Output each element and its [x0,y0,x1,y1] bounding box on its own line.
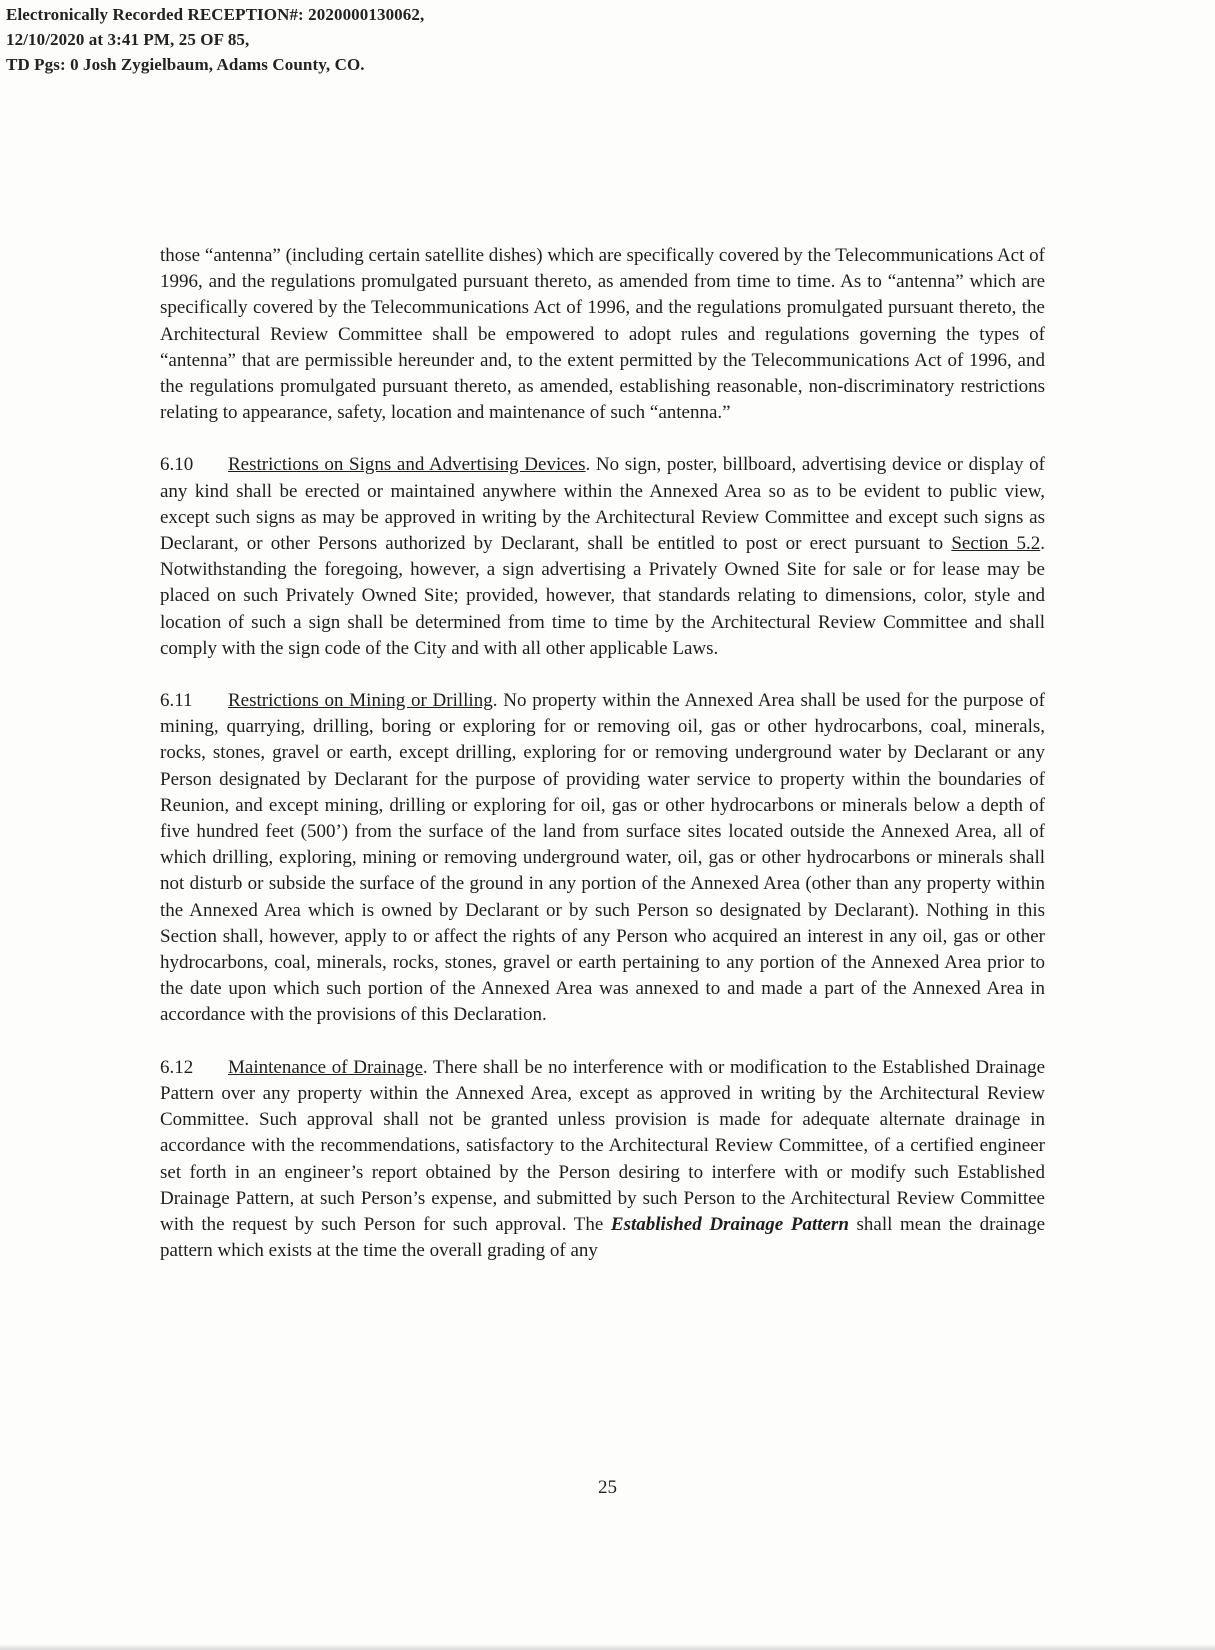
section-6-12 [160,1055,1045,1265]
section-6-10 [160,452,1045,662]
stamp-line-reception: Electronically Recorded RECEPTION#: 2020000130062, [6,5,425,24]
stamp-line-county: TD Pgs: 0 Josh Zygielbaum, Adams County, CO. [6,55,365,74]
stamp-line-date: 12/10/2020 at 3:41 PM, 25 OF 85, [6,30,250,49]
section-heading: Restrictions on Signs and Advertising Devices [228,454,586,476]
section-reference: Section 5.2 [951,533,1041,555]
section-6-11 [160,688,1045,1029]
section-number: 6.12 [160,1056,194,1078]
scan-bottom-edge [0,1644,1215,1650]
defined-term: Established Drainage Pattern [610,1213,849,1235]
section-text: . No property within the Annexed Area shall be used for the purpose of mining, quarrying, drilling, boring or exploring for or removing oil, gas or other hydrocarbons, coal, minerals, rocks, stones, gravel or earth, except drilling, exploring for or removing underground water by Declarant or any Person designated by Declarant for the purpose of providing water service to property within the boundaries of Reunion, and except mining, drilling or exploring for oil, gas or other hydrocarbons or minerals below a depth of five hundred feet (500’) from the surface of the land from surface sites located outside the Annexed Area, all of which drilling, exploring, mining or removing underground water, oil, gas or other hydrocarbons or minerals shall not disturb or subside the surface of the ground in any portion of the Annexed Area (other than any property within the Annexed Area which is owned by Declarant or by such Person so designated by Declarant). Nothing in this Section shall, however, apply to or affect the rights of any Person who acquired an interest in any oil, gas or other hydrocarbons, coal, minerals, rocks, stones, gravel or earth pertaining to any portion of the Annexed Area prior to the date upon which such portion of the Annexed Area was annexed to and made a part of the Annexed Area in accordance with the provisions of this Declaration. [160,690,1045,1026]
section-text-continued: . Notwithstanding the foregoing, however, a sign advertising a Privately Owned Site for sale or for lease may be placed on such Privately Owned Site; provided, however, that standards relating to dimensions, color, style and location of such a sign shall be determined from time to time by the Architectural Review Committee and shall comply with the sign code of the City and with all other applicable Laws. [160,533,1045,659]
section-number: 6.10 [160,454,194,476]
section-number: 6.11 [160,690,193,712]
paragraph-text: those “antenna” (including certain satellite dishes) which are specifically covered by the Telecommunications Act of 1996, and the regulations promulgated pursuant thereto, as amended from time to time. As to “antenna” which are specifically covered by the Telecommunications Act of 1996, and the regulations promulgated pursuant thereto, the Architectural Review Committee shall be empowered to adopt rules and regulations governing the types of “antenna” that are permissible hereunder and, to the extent permitted by the Telecommunications Act of 1996, and the regulations promulgated pursuant thereto, as amended, establishing reasonable, non-discriminatory restrictions relating to appearance, safety, location and maintenance of such “antenna.” [160,245,1045,424]
page-number: 25 [598,1477,617,1498]
document-body [160,243,1045,1264]
section-text: . There shall be no interference with or modification to the Established Drainage Pattern over any property within the Annexed Area, except as approved in writing by the Architectural Review Committee. Such approval shall not be granted unless provision is made for adequate alternate drainage in accordance with the recommendations, satisfactory to the Architectural Review Committee, of a certified engineer set forth in an engineer’s report obtained by the Person desiring to interfere with or modify such Established Drainage Pattern, at such Person’s expense, and submitted by such Person to the Architectural Review Committee with the request by such Person for such approval. The [160,1056,1045,1235]
recording-stamp [6,2,424,77]
section-text: . No sign, poster, billboard, advertising device or display of any kind shall be erected or maintained anywhere within the Annexed Area so as to be evident to public view, except such signs as may be approved in writing by the Architectural Review Committee and except such signs as Declarant, or other Persons authorized by Declarant, shall be entitled to post or erect pursuant to [160,454,1045,555]
section-heading: Maintenance of Drainage [228,1056,423,1078]
section-heading: Restrictions on Mining or Drilling [228,690,493,712]
paragraph-antenna-continued [160,243,1045,426]
section-text-continued: shall mean the drainage pattern which exists at the time the overall grading of any [160,1213,1045,1262]
